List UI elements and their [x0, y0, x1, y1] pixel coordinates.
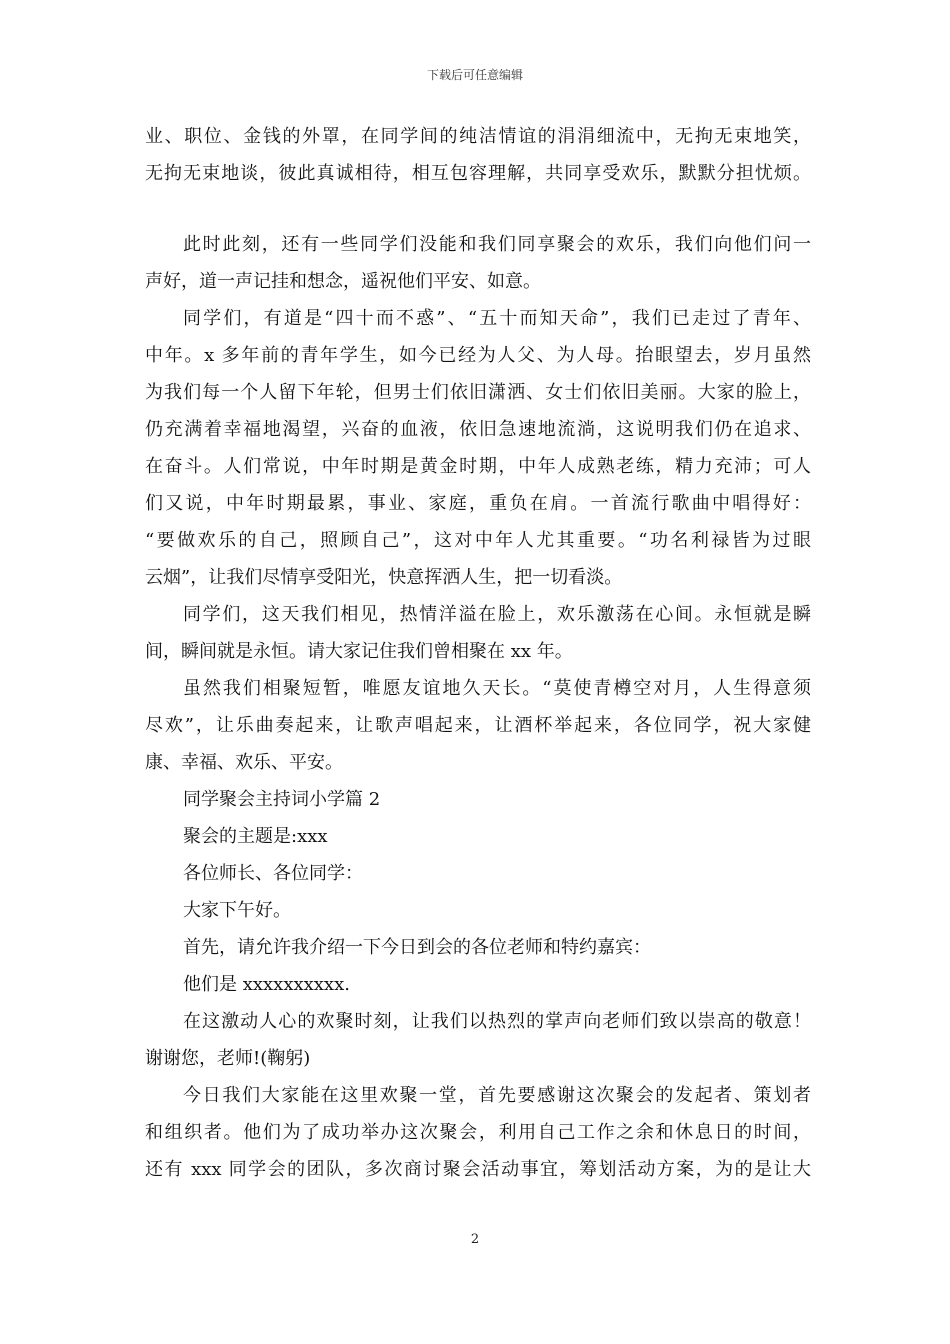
text-line: 在这激动人心的欢聚时刻，让我们以热烈的掌声向老师们致以崇高的敬意！: [183, 1011, 811, 1032]
text-line: 在奋斗。人们常说，中年时期是黄金时期，中年人成熟老练，精力充沛；可人: [145, 456, 811, 477]
text-line: 谢谢您，老师!(鞠躬): [145, 1048, 311, 1069]
text-line: 同学们，有道是“四十而不惑”、“五十而知天命”，我们已走过了青年、: [183, 308, 811, 329]
text-line: 各位师长、各位同学：: [183, 863, 363, 884]
text-line: 们又说，中年时期最累，事业、家庭，重负在肩。一首流行歌曲中唱得好：: [145, 493, 811, 514]
text-line: 聚会的主题是:xxx: [183, 826, 328, 847]
text-line: 首先，请允许我介绍一下今日到会的各位老师和特约嘉宾：: [183, 937, 651, 958]
text-line: “要做欢乐的自己，照顾自己”，这对中年人尤其重要。“功名利禄皆为过眼: [145, 530, 811, 551]
paragraph-gap: [145, 192, 811, 226]
text-line: 仍充满着幸福地渴望，兴奋的血液，依旧急速地流淌，这说明我们仍在追求、: [145, 419, 811, 440]
text-line: 声好，道一声记挂和想念，遥祝他们平安、如意。: [145, 271, 541, 292]
text-line: 无拘无束地谈，彼此真诚相待，相互包容理解，共同享受欢乐，默默分担忧烦。: [145, 163, 811, 184]
text-line: 同学们，这天我们相见，热情洋溢在脸上，欢乐激荡在心间。永恒就是瞬: [183, 604, 811, 625]
page-header: 下载后可任意编辑: [426, 68, 523, 82]
page-number: 2: [470, 1232, 480, 1247]
text-line: 此时此刻，还有一些同学们没能和我们同享聚会的欢乐，我们向他们问一: [183, 234, 811, 255]
text-line: 中年。x 多年前的青年学生，如今已经为人父、为人母。抬眼望去，岁月虽然: [145, 345, 811, 366]
text-line: 间，瞬间就是永恒。请大家记住我们曾相聚在 xx 年。: [145, 641, 573, 662]
text-line: 和组织者。他们为了成功举办这次聚会，利用自己工作之余和休息日的时间，: [145, 1122, 811, 1143]
text-line: 他们是 xxxxxxxxxx.: [183, 974, 350, 995]
text-line: 云烟”，让我们尽情享受阳光，快意挥洒人生，把一切看淡。: [145, 567, 623, 588]
text-line: 今日我们大家能在这里欢聚一堂，首先要感谢这次聚会的发起者、策划者: [183, 1085, 811, 1106]
text-line: 为我们每一个人留下年轮，但男士们依旧潇洒、女士们依旧美丽。大家的脸上，: [145, 382, 811, 403]
text-line: 同学聚会主持词小学篇 2: [183, 789, 381, 810]
text-line: 还有 xxx 同学会的团队，多次商讨聚会活动事宜，筹划活动方案，为的是让大: [145, 1159, 811, 1180]
text-line: 康、幸福、欢乐、平安。: [145, 752, 343, 773]
text-line: 虽然我们相聚短暂，唯愿友谊地久天长。“莫使青樽空对月，人生得意须: [183, 678, 811, 699]
body-text: [145, 118, 811, 1188]
text-line: 大家下午好。: [183, 900, 291, 921]
text-line: 业、职位、金钱的外罩，在同学间的纯洁情谊的涓涓细流中，无拘无束地笑，: [145, 126, 811, 147]
text-line: 尽欢”，让乐曲奏起来，让歌声唱起来，让酒杯举起来，各位同学，祝大家健: [145, 715, 811, 736]
